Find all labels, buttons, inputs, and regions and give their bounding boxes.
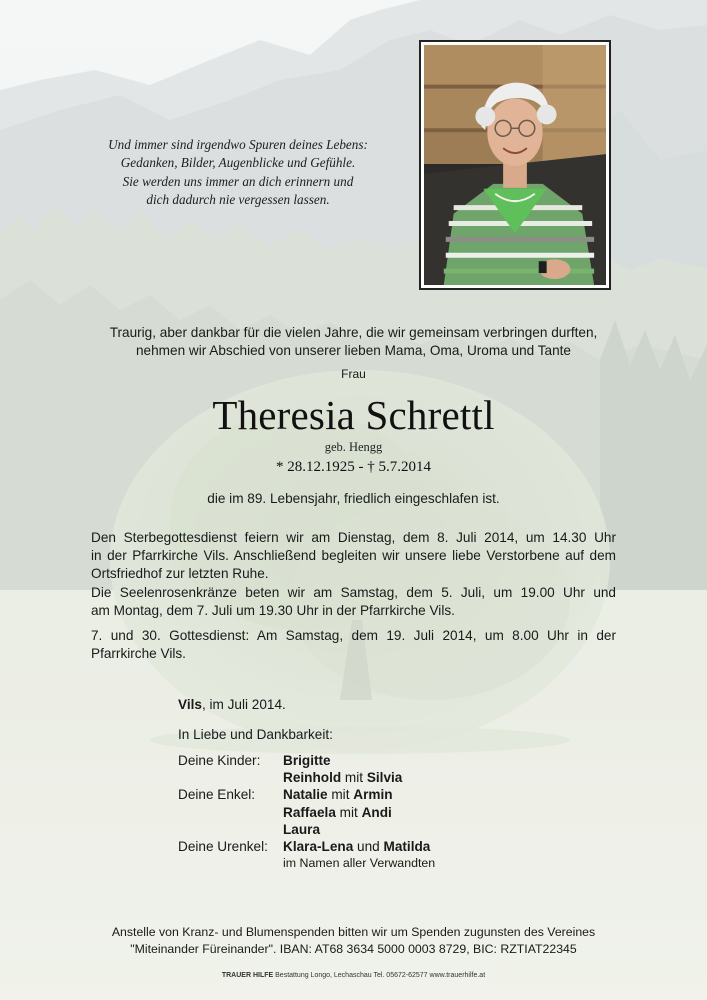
portrait-photo [419, 40, 611, 290]
family-row [178, 804, 435, 821]
family-row [178, 769, 435, 786]
family-member: Raffaela [283, 804, 336, 820]
paragraph-line: Ortsfriedhof zur letzten Ruhe. [91, 566, 269, 582]
footer-details: Bestattung Longo, Lechaschau Tel. 05672-62577 www.trauerhilfe.at [273, 972, 486, 979]
maiden-name: geb. Hengg [324, 440, 383, 454]
family-row [178, 786, 435, 803]
family-member: Silvia [366, 770, 403, 786]
family-member: Reinhold [283, 770, 342, 786]
family-member: Laura [283, 821, 321, 837]
deceased-name: Theresia Schrettl [212, 392, 495, 438]
family-label: Deine Urenkel: [178, 839, 268, 855]
footer [0, 972, 707, 979]
passed-text: die im 89. Lebensjahr, friedlich eingeschlafen ist. [207, 491, 500, 506]
family-names: Reinhold mit Silvia [283, 770, 403, 786]
paragraph-line: Pfarrkirche Vils. [91, 646, 186, 662]
mass-paragraph [91, 627, 616, 663]
place-town: Vils [178, 697, 202, 712]
family-row [178, 752, 435, 769]
family-member: Andi [361, 804, 392, 820]
poem [88, 136, 388, 210]
paragraph-line: 7. und 30. Gottesdienst: Am Samstag, dem 19. Juli 2014, um 8.00 Uhr in der [91, 628, 616, 643]
family-row [178, 838, 435, 855]
family-names: Natalie mit Armin [283, 787, 393, 803]
family-member: Klara-Lena [283, 839, 354, 855]
paragraph-line: in der Pfarrkirche Vils. Anschließend begleiten wir unsere liebe Verstorbene auf dem [91, 548, 616, 564]
family-member: Brigitte [283, 753, 331, 768]
poem-line: Gedanken, Bilder, Augenblicke und Gefühle. [120, 155, 356, 171]
family-names: Klara-Lena und Matilda [283, 839, 431, 855]
paragraph-line: Die Seelenrosenkränze beten wir am Samstag, dem 5. Juli, um 19.00 Uhr und [91, 585, 616, 600]
family-names [283, 821, 320, 838]
family-member: Matilda [383, 839, 431, 855]
poem-line: dich dadurch nie vergessen lassen. [146, 192, 330, 208]
family-label: Deine Enkel: [178, 787, 256, 803]
family-row [178, 855, 435, 872]
family-names [283, 752, 331, 769]
place-rest: , im Juli 2014. [201, 697, 286, 712]
poem-line: Sie werden uns immer an dich erinnern und [122, 173, 354, 189]
donation-note [0, 924, 707, 957]
family-member: Armin [353, 787, 393, 803]
life-dates: * 28.12.1925 - † 5.7.2014 [276, 459, 431, 475]
family-member: Natalie [283, 787, 328, 803]
family-row [178, 821, 435, 838]
family-list [178, 752, 435, 872]
relatives-note: im Namen aller Verwandten [283, 856, 436, 871]
intro-line: Traurig, aber dankbar für die vielen Jahre, die wir gemeinsam verbringen durften, [109, 325, 598, 340]
rosary-paragraph [91, 584, 616, 620]
salutation: Frau [341, 367, 366, 381]
paragraph-line: Den Sterbegottesdienst feiern wir am Dienstag, dem 8. Juli 2014, um 14.30 Uhr [91, 530, 616, 545]
family-names: Raffaela mit Andi [283, 804, 392, 820]
donation-line: Anstelle von Kranz- und Blumenspenden bitten wir um Spenden zugunsten des Vereines [111, 925, 596, 939]
thanks-line: In Liebe und Dankbarkeit: [178, 727, 333, 742]
place-date [178, 697, 286, 712]
family-label: Deine Kinder: [178, 753, 261, 768]
donation-line: "Miteinander Füreinander". IBAN: AT68 3634 5000 0003 8729, BIC: RZTIAT22345 [130, 941, 577, 956]
intro-line: nehmen wir Abschied von unserer lieben Mama, Oma, Uroma und Tante [136, 343, 571, 358]
portrait-illustration [424, 45, 606, 285]
footer-brand: TRAUER HILFE [221, 972, 274, 979]
paragraph-line: am Montag, dem 7. Juli um 19.30 Uhr in der Pfarrkirche Vils. [91, 603, 455, 619]
funeral-paragraph [91, 529, 616, 584]
poem-line: Und immer sind irgendwo Spuren deines Lebens: [108, 137, 368, 152]
